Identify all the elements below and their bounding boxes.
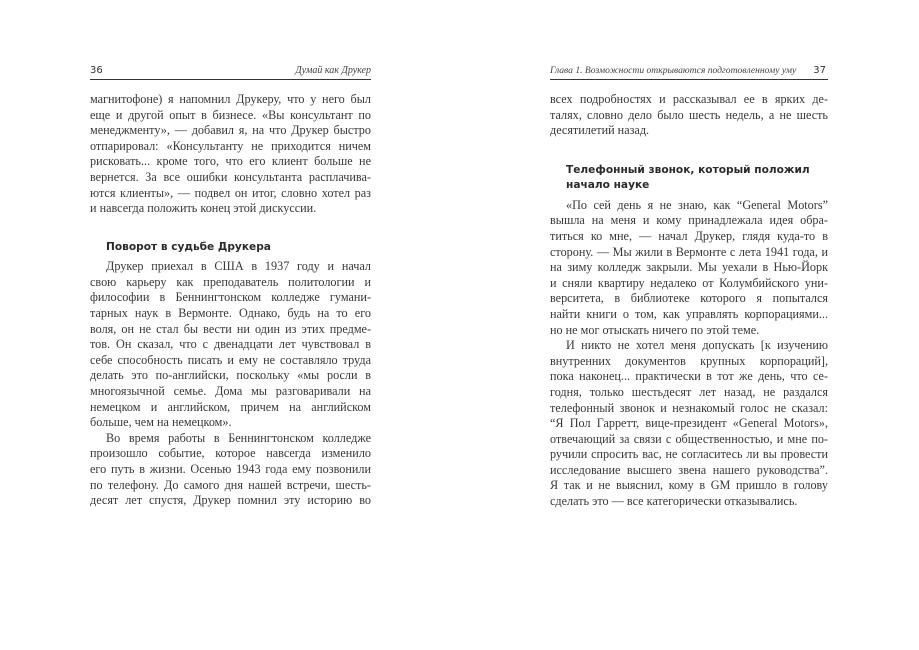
page-number: 37 xyxy=(813,65,826,76)
page-body xyxy=(550,92,828,510)
text-line: и навсегда положить конец этой дискуссии. xyxy=(90,201,317,216)
text-line: тов. Он сказал, что с двенадцати лет чувствовал в xyxy=(90,337,371,352)
text-line: внутренних документов крупных корпораций], xyxy=(550,353,828,368)
text-line: многоязычной семье. Дома мы разговаривали на xyxy=(90,384,371,398)
text-line: ются клиенты», — подвел он итог, словно хотел раз xyxy=(90,185,371,200)
text-line: всех подробностях и рассказывал ее в ярких де- xyxy=(550,92,828,106)
page-header xyxy=(90,64,371,80)
paragraph xyxy=(550,198,828,338)
text-line: делать это по-английски, поскольку «мы росли в xyxy=(90,368,371,383)
text-line: вернется. За все ошибки консультанта расплачива- xyxy=(90,169,371,184)
text-line: Я так и не выяснил, кому в GM пришло в голову xyxy=(550,478,828,493)
text-line: и сняли квартиру недалеко от Колумбийского уни- xyxy=(550,275,828,290)
text-line: пока наконец... практически в тот же день, что се- xyxy=(550,369,828,384)
paragraph xyxy=(90,259,371,431)
text-line: Во время работы в Беннингтонском колледже xyxy=(106,430,371,445)
text-line: ручили спросить вас, не согласитесь ли вы провести xyxy=(550,447,828,462)
left-page xyxy=(90,64,371,509)
text-line: Друкер приехал в США в 1937 году и начал xyxy=(106,259,371,274)
text-line: отпарировал: «Консультанту не приходится ничем xyxy=(90,138,371,153)
text-line: больше, чем на немецком». xyxy=(90,415,232,430)
text-line: философии в Беннингтонском колледже гумани- xyxy=(90,290,371,305)
continued-paragraph xyxy=(90,92,371,217)
page-header xyxy=(550,64,828,80)
text-line: титься ко мне, — начал Друкер, глядя куда-то в xyxy=(550,228,828,243)
heading-line: Поворот в судьбе Друкера xyxy=(106,240,271,253)
text-line: верситета, в библиотеке которого я попытался xyxy=(550,291,828,306)
text-line: магнитофоне) я напомнил Друкеру, что у него был xyxy=(90,92,371,106)
text-line: воля, он не стал бы вести ни один из этих предме- xyxy=(90,321,371,336)
text-line: сторону. — Мы жили в Вермонте с лета 1941 года, и xyxy=(550,244,828,259)
text-line: произошло событие, которое навсегда изменило xyxy=(90,446,371,461)
page-number: 36 xyxy=(90,65,103,76)
text-line: “Я Пол Гарретт, вице-президент «General Motors», xyxy=(550,416,828,431)
text-line: немецком и английском, причем на английском xyxy=(90,399,371,414)
paragraph xyxy=(550,338,828,510)
continued-paragraph xyxy=(550,92,828,139)
text-line: его путь в жизни. Осенью 1943 года ему позвонили xyxy=(90,461,371,476)
text-line: тарных наук в Вермонте. Однако, будь на то его xyxy=(90,306,371,321)
text-line: И никто не хотел меня допускать [к изучению xyxy=(566,338,828,353)
text-line: отвечающий за связи с общественностью, и мне по- xyxy=(550,431,828,446)
page-body xyxy=(90,92,371,509)
text-line: рисковать... кроме того, что его клиент больше не xyxy=(90,154,371,169)
text-line: менеджменту», — добавил я, на что Друкер быстро xyxy=(90,123,371,138)
text-line: талях, словно дело было шесть недель, а не шесть xyxy=(550,107,828,122)
text-line: еще и другой опыт в бизнесе. «Вы консультант по xyxy=(90,107,371,122)
heading-line: Телефонный звонок, который положил xyxy=(566,163,810,176)
text-line: найти книги о том, как управлять корпорациями... xyxy=(550,306,828,321)
text-line: вышла на меня и кому принадлежала идея обра- xyxy=(550,213,828,228)
text-line: десят лет спустя, Друкер помнил эту историю во xyxy=(90,493,371,508)
running-title: Думай как Друкер xyxy=(295,65,371,76)
text-line: исследование высшего звена нашего руководства”. xyxy=(550,462,828,477)
heading-line: начало науке xyxy=(566,179,650,192)
paragraph xyxy=(90,431,371,509)
text-line: «По сей день я не знаю, как “General Motors” xyxy=(566,197,828,212)
section-heading xyxy=(90,240,371,256)
running-title: Глава 1. Возможности открываются подготовленному уму xyxy=(550,65,797,76)
text-line: десятилетий назад. xyxy=(550,123,650,138)
right-page xyxy=(550,64,828,510)
text-line: телефонный звонок и незнакомый голос не сказал: xyxy=(550,400,828,415)
text-line: себе способность писать и ему не составляло труда xyxy=(90,352,371,367)
text-line: но не мог отыскать ничего по этой теме. xyxy=(550,322,760,337)
text-line: годня, только шестьдесят лет назад, не раздался xyxy=(550,384,828,399)
text-line: сделать это — все категорически отказывались. xyxy=(550,494,798,509)
text-line: свою карьеру как преподаватель политологии и xyxy=(90,274,371,289)
text-line: на зиму колледж закрыли. Мы уехали в Нью-Йорк xyxy=(550,260,828,275)
section-heading xyxy=(550,163,828,194)
text-line: по телефону. До самого дня нашей встречи, шесть- xyxy=(90,477,371,492)
